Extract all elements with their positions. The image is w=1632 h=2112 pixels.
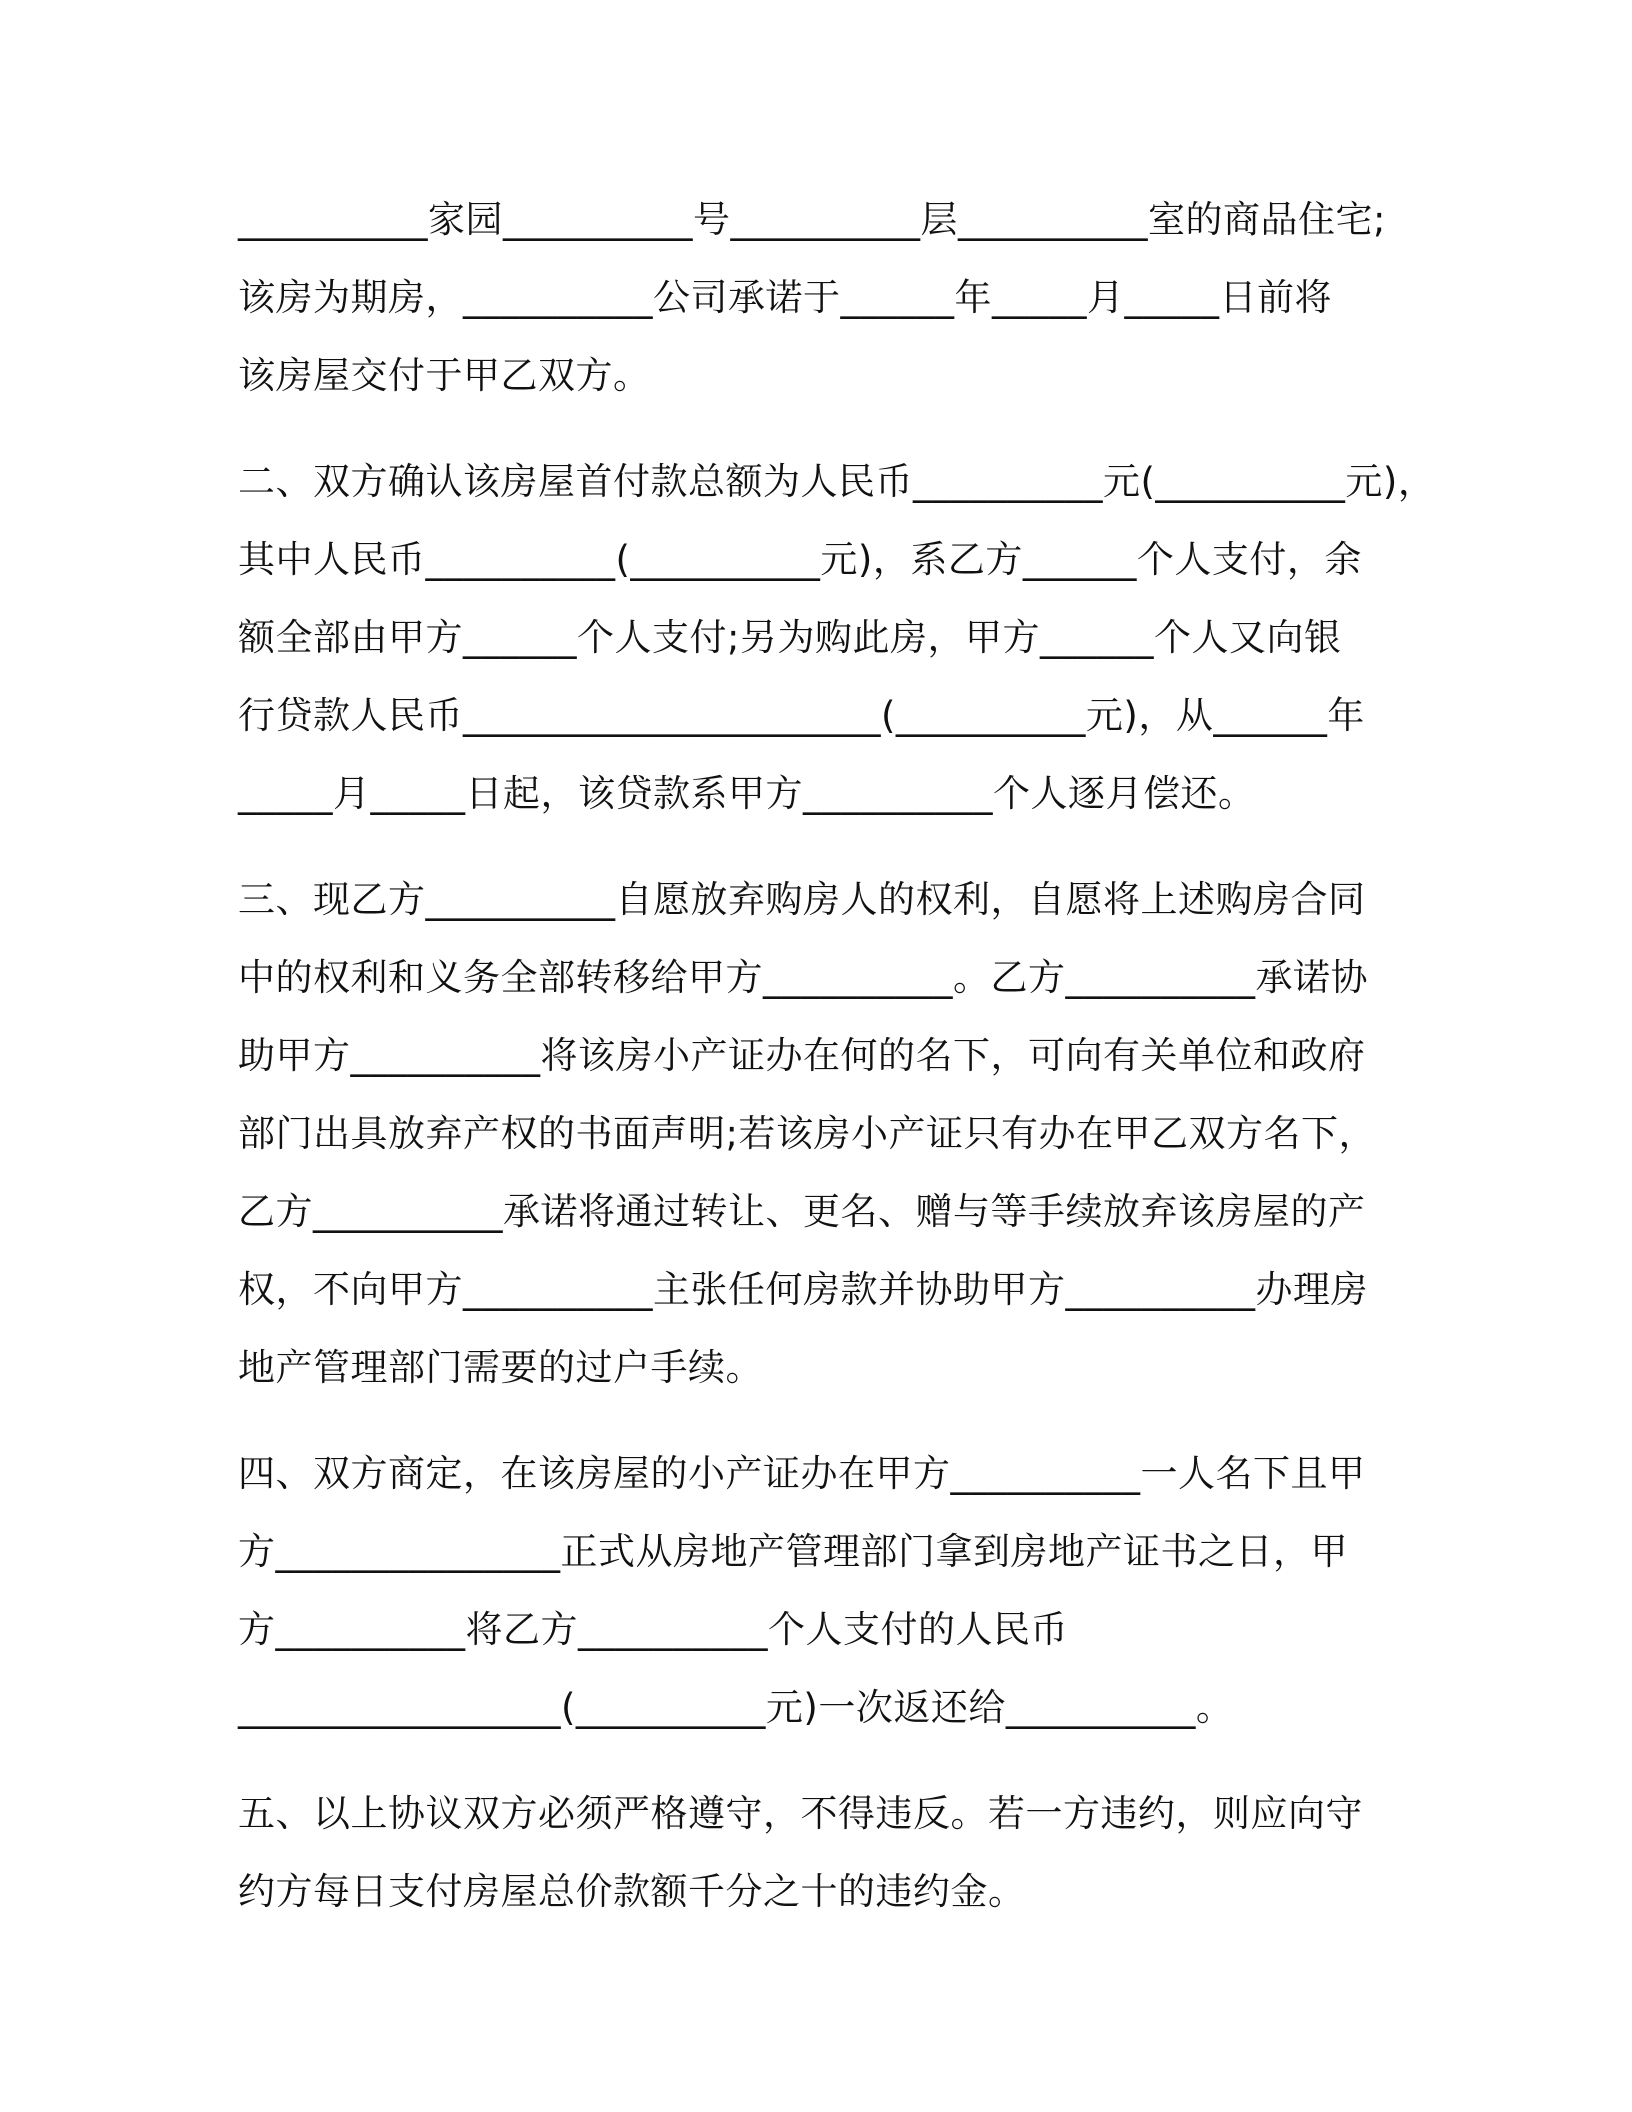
- text-line: 乙方__________承诺将通过转让、更名、赠与等手续放弃该房屋的产: [238, 1190, 1366, 1233]
- text-line: __________家园__________号__________层__________室的商品住宅;: [238, 198, 1386, 241]
- text-line: 四、双方商定，在该房屋的小产证办在甲方__________一人名下且甲: [238, 1452, 1366, 1495]
- text-line: 行贷款人民币______________________(__________元)，从______年: [238, 694, 1365, 737]
- text-line: 五、以上协议双方必须严格遵守，不得违反。若一方违约，则应向守: [238, 1792, 1363, 1835]
- text-line: 约方每日支付房屋总价款额千分之十的违约金。: [238, 1870, 1026, 1913]
- paragraph-gap: [238, 1421, 1398, 1449]
- paragraph-gap: [238, 847, 1398, 875]
- text-line: 额全部由甲方______个人支付;另为购此房，甲方______个人又向银: [238, 616, 1342, 659]
- text-line: 二、双方确认该房屋首付款总额为人民币__________元(__________元)，: [238, 460, 1436, 503]
- paragraph-gap: [238, 1761, 1398, 1789]
- paragraph-4: [238, 1449, 1398, 1761]
- document-body: [238, 195, 1436, 1945]
- paragraph-3: [238, 875, 1398, 1421]
- text-line: 中的权利和义务全部转移给甲方__________。乙方__________承诺协: [238, 956, 1368, 999]
- text-line: 助甲方__________将该房小产证办在何的名下，可向有关单位和政府: [238, 1034, 1366, 1077]
- text-line: 该房屋交付于甲乙双方。: [238, 354, 651, 397]
- text-line: 三、现乙方__________自愿放弃购房人的权利，自愿将上述购房合同: [238, 878, 1366, 921]
- paragraph-2: [238, 457, 1436, 847]
- paragraph-1: [238, 195, 1398, 429]
- text-line: 该房为期房，__________公司承诺于______年_____月_____日前将: [238, 276, 1332, 319]
- text-line: 权，不向甲方__________主张任何房款并协助甲方__________办理房: [238, 1268, 1368, 1311]
- text-line: 方__________将乙方__________个人支付的人民币: [238, 1608, 1068, 1651]
- text-line: 部门出具放弃产权的书面声明;若该房小产证只有办在甲乙双方名下，: [238, 1112, 1376, 1155]
- paragraph-gap: [238, 429, 1398, 457]
- text-line: _________________(__________元)一次返还给__________。: [238, 1686, 1234, 1729]
- text-line: 地产管理部门需要的过户手续。: [238, 1346, 763, 1389]
- text-line: 方_______________正式从房地产管理部门拿到房地产证书之日，甲: [238, 1530, 1348, 1573]
- paragraph-5: [238, 1789, 1398, 1945]
- text-line: 其中人民币__________(__________元)，系乙方______个人支付，余: [238, 538, 1362, 581]
- text-line: _____月_____日起，该贷款系甲方__________个人逐月偿还。: [238, 772, 1256, 815]
